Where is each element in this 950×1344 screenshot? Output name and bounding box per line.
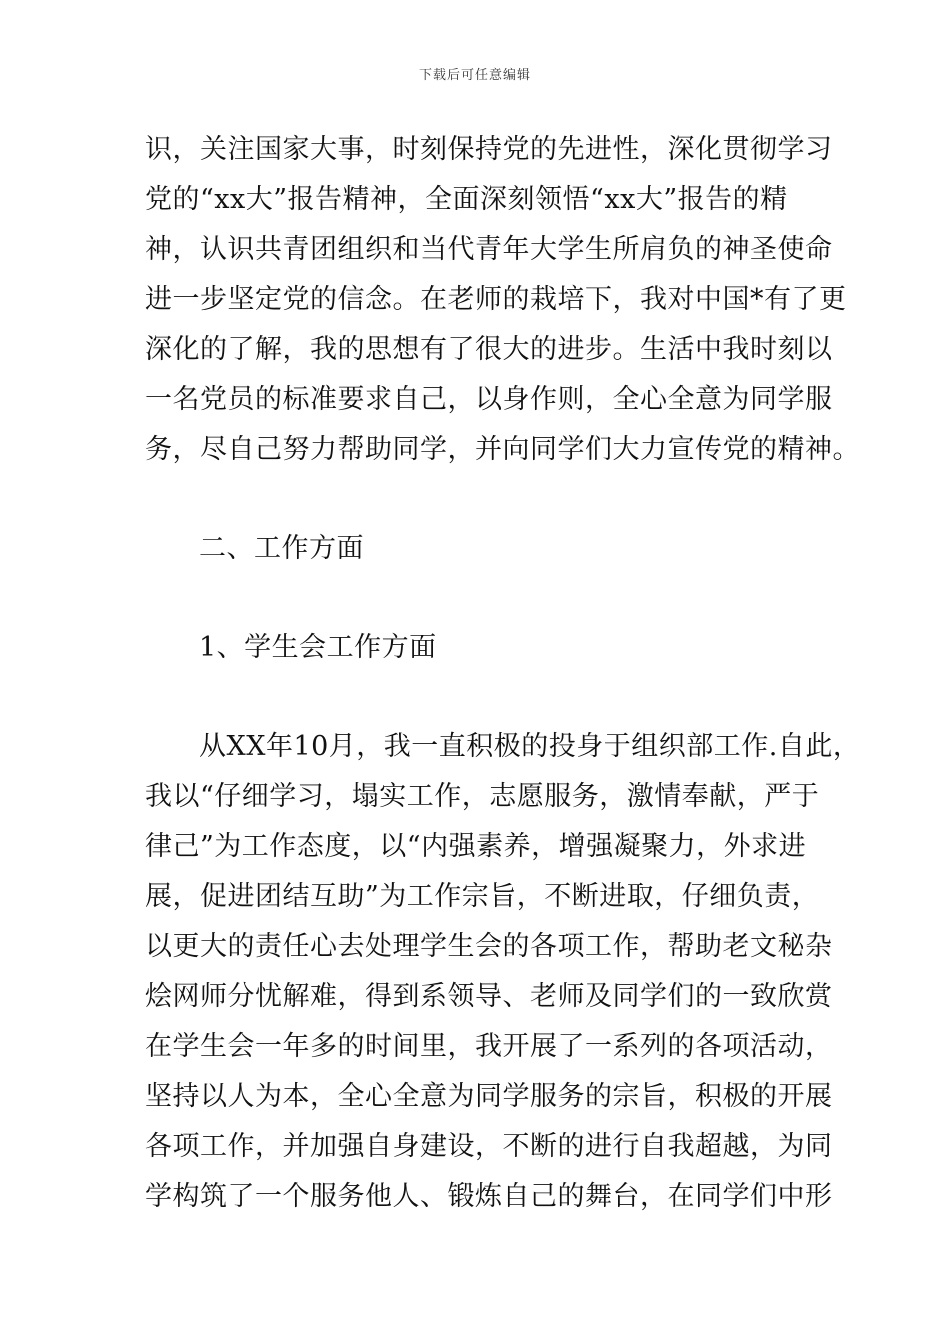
body-line: 我以“仔细学习，塌实工作，志愿服务，激情奉献，严于 [145, 781, 820, 812]
body-line: 坚持以人为本，全心全意为同学服务的宗旨，积极的开展 [145, 1081, 833, 1112]
body-line: 识，关注国家大事，时刻保持党的先进性，深化贯彻学习 [145, 134, 833, 165]
body-line: 律己”为工作态度，以“内强素养，增强凝聚力，外求进 [145, 831, 807, 862]
body-line: 各项工作，并加强自身建设，不断的进行自我超越，为同 [145, 1131, 833, 1162]
subsection-heading: 1、学生会工作方面 [199, 632, 437, 663]
body-line: 进一步坚定党的信念。在老师的栽培下，我对中国*有了更 [145, 284, 847, 315]
body-line: 神，认识共青团组织和当代青年大学生所肩负的神圣使命 [145, 234, 833, 265]
body-line: 党的“xx大”报告精神，全面深刻领悟“xx大”报告的精 [145, 184, 788, 215]
body-line: 在学生会一年多的时间里，我开展了一系列的各项活动， [145, 1031, 833, 1062]
body-line: 烩网师分忧解难，得到系领导、老师及同学们的一致欣赏 [145, 981, 833, 1012]
body-line: 一名党员的标准要求自己，以身作则，全心全意为同学服 [145, 384, 833, 415]
section-heading: 二、工作方面 [199, 533, 364, 564]
page-header: 下载后可任意编辑 [418, 68, 531, 83]
body-line: 从XX年10月，我一直积极的投身于组织部工作.自此， [199, 731, 861, 762]
body-line: 以更大的责任心去处理学生会的各项工作，帮助老文秘杂 [145, 931, 833, 962]
body-line: 务，尽自己努力帮助同学，并向同学们大力宣传党的精神。 [145, 434, 860, 465]
body-line: 深化的了解，我的思想有了很大的进步。生活中我时刻以 [145, 334, 833, 365]
body-line: 学构筑了一个服务他人、锻炼自己的舞台，在同学们中形 [145, 1181, 833, 1212]
body-line: 展，促进团结互助”为工作宗旨，不断进取，仔细负责， [145, 881, 820, 912]
